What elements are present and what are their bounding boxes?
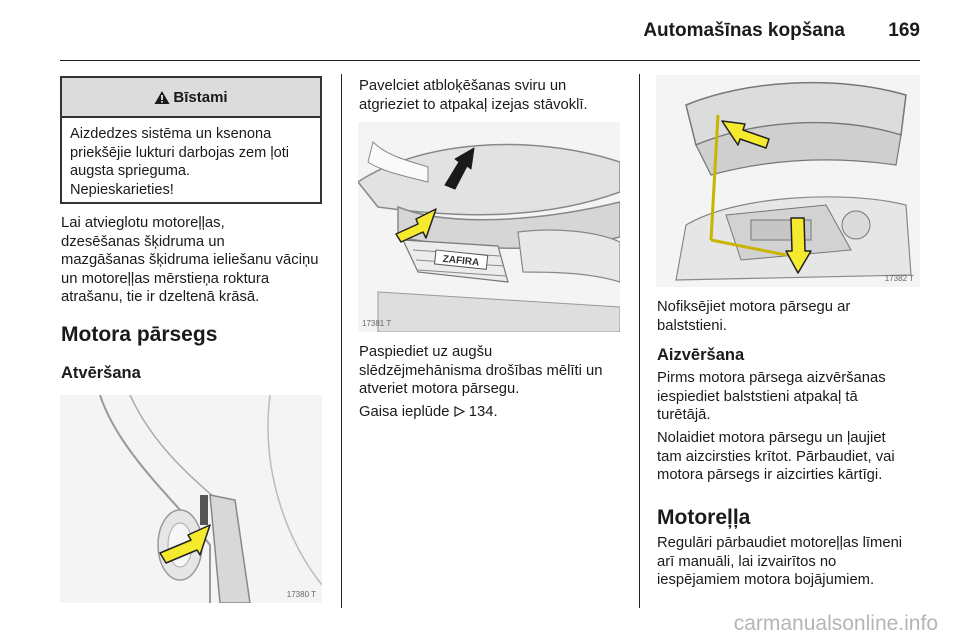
text-line: motora pārsegs ir aizcirties kārtīgi. [657, 467, 883, 483]
text-line: iespējamiem motora bojājumiem. [657, 572, 875, 588]
warning-line: augsta sprieguma. [70, 163, 191, 179]
text-line: arī manuāli, lai izvairītos no [657, 553, 837, 570]
text-line: Nofiksējiet motora pārsegu ar [657, 299, 851, 315]
text-line: Paspiediet uz augšu [359, 344, 493, 360]
text-line: atrašanu, tie ir dzeltenā krāsā. [61, 289, 260, 305]
text-line: dzesēšanas šķidruma un [61, 233, 225, 250]
intro-paragraph [61, 214, 318, 307]
text-line: balststieni. [657, 317, 727, 334]
paragraph-closing-2 [657, 429, 895, 485]
text-line: atgrieziet to atpakaļ izejas stāvoklī. [359, 96, 588, 113]
bonnet-stay-illustration [656, 75, 920, 287]
page-number: 169 [888, 20, 920, 41]
text-line: tam aizcirsties krītot. Pārbaudiet, vai [657, 448, 895, 465]
warning-body [62, 118, 320, 206]
paragraph-closing-1 [657, 369, 886, 425]
text-line: iespiediet balststieni atpakaļ tā [657, 388, 858, 405]
text-line: slēdzējmehānisma drošības mēlīti un [359, 362, 603, 379]
warning-header [62, 78, 320, 118]
zafira-badge-text: ZAFIRA [442, 253, 480, 269]
text-line: turētājā. [657, 407, 711, 423]
warning-line: Aizdedzes sistēma un ksenona [70, 126, 272, 142]
column-divider-2 [639, 74, 640, 608]
subheading-opening: Atvēršana [61, 364, 141, 382]
paragraph-catch [359, 343, 602, 399]
text-line: mazgāšanas šķidruma ieliešanu vāciņu [61, 252, 319, 268]
column-divider-1 [341, 74, 342, 608]
air-intake-text: Gaisa ieplūde [359, 404, 450, 420]
subheading-closing: Aizvēršana [657, 346, 745, 364]
warning-line: priekšējie lukturi darbojas zem ļoti [70, 144, 289, 161]
release-lever-illustration [60, 395, 322, 603]
figure-code: 17381 T [362, 319, 392, 328]
text-line: Pavelciet atbloķēšanas sviru un [359, 78, 567, 94]
bonnet-catch-illustration [358, 122, 620, 332]
figure-release-lever [60, 395, 322, 603]
warning-line: Nepieskarieties! [70, 181, 174, 198]
air-intake-page-ref: 134. [468, 404, 498, 420]
section-heading-bonnet: Motora pārsegs [61, 323, 218, 346]
header-rule [60, 60, 920, 61]
text-line: Regulāri pārbaudiet motoreļļas līmeni [657, 535, 903, 551]
paragraph-engine-oil [657, 534, 902, 590]
figure-code: 17380 T [286, 590, 316, 599]
triangle-reference-icon [454, 406, 465, 417]
section-heading-engine-oil: Motoreļļa [657, 506, 751, 529]
text-line: atveriet motora pārsegu. [359, 381, 520, 397]
text-line: Pirms motora pārsega aizvēršanas [657, 370, 886, 386]
warning-box [60, 76, 322, 204]
figure-bonnet-catch [358, 122, 620, 332]
figure-code: 17382 T [884, 274, 914, 283]
paragraph-air-intake [359, 403, 498, 422]
paragraph-release [359, 77, 588, 114]
watermark: carmanualsonline.info [733, 612, 938, 635]
paragraph-stay [657, 298, 850, 335]
running-header-title: Automašīnas kopšana [643, 20, 845, 41]
text-line: un motoreļļas mērstieņa roktura [61, 270, 270, 287]
warning-triangle-icon [154, 90, 170, 105]
text-line: Nolaidiet motora pārsegu un ļaujiet [657, 430, 886, 446]
warning-title: Bīstami [173, 88, 228, 106]
figure-bonnet-stay [656, 75, 920, 287]
text-line: Lai atvieglotu motoreļļas, [61, 215, 225, 231]
